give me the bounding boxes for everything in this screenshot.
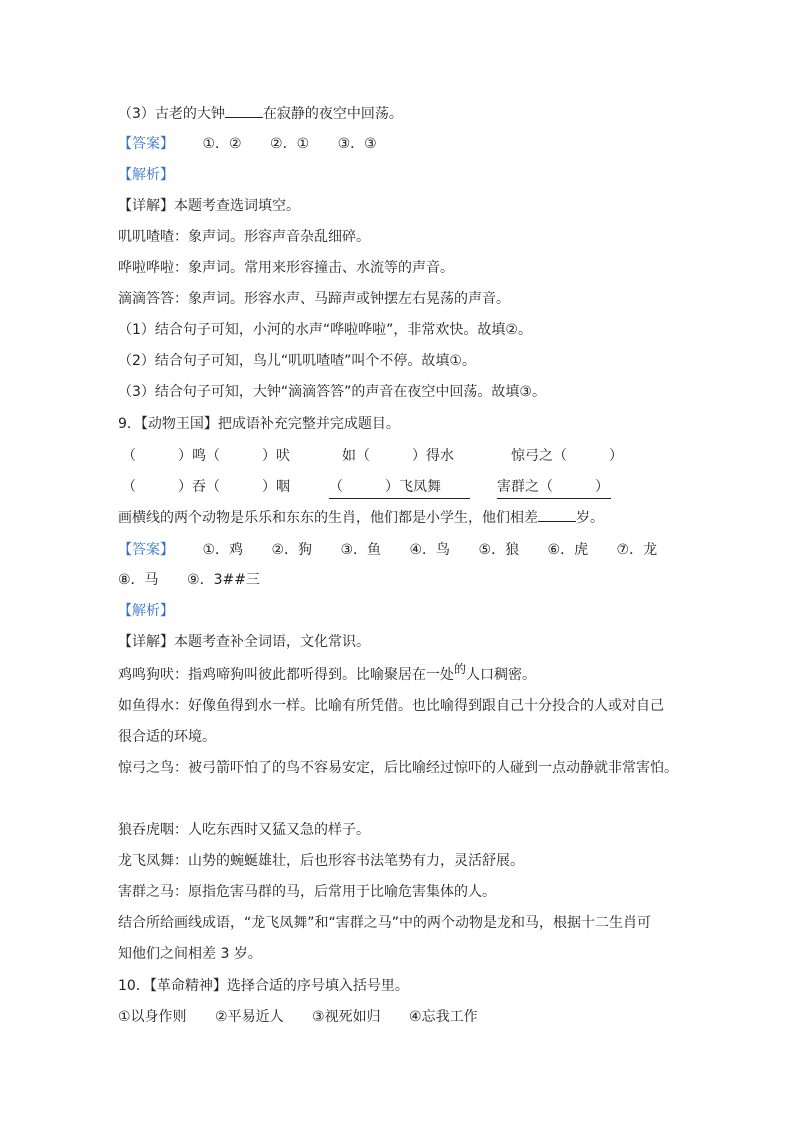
sentence-explanation: （3）结合句子可知，大钟“滴滴答答”的声音在夜空中回荡。故填③。: [118, 384, 546, 400]
answer-item: ⑤．狼: [478, 542, 520, 558]
answer-item: ③．③: [337, 136, 377, 152]
detail-heading: 【详解】本题考查选词填空。: [118, 198, 300, 214]
q9-answer: [118, 540, 657, 560]
idiom-explanation: 惊弓之鸟：被弓箭吓怕了的鸟不容易安定，后比喻经过惊吓的人碰到一点动静就非常害怕。: [118, 760, 678, 776]
answer-item: ②．狗: [271, 542, 313, 558]
q9-title: 9．【动物王国】把成语补充完整并完成题目。: [118, 416, 400, 432]
word-explanation: 叽叽喳喳：象声词。形容声音杂乱细碎。: [118, 229, 370, 245]
idiom-blank: 如（ ）得水: [342, 448, 454, 464]
sentence-explanation: （1）结合句子可知，小河的水声“哗啦哗啦”，非常欢快。故填②。: [118, 322, 532, 338]
answer-item: ③．鱼: [340, 542, 382, 558]
detail-heading: 【详解】本题考查补全词语，文化常识。: [118, 634, 370, 650]
answer-label: 【答案】: [118, 136, 174, 152]
idiom-explanation: 如鱼得水：好像鱼得到水一样。比喻有所凭借。也比喻得到跟自己十分投合的人或对自己: [118, 698, 664, 714]
answer-item: ②．①: [270, 136, 310, 152]
idiom-blank-underlined: 害群之（ ）: [497, 477, 611, 499]
idiom-blank: （ ）鸣（ ）吠: [122, 448, 290, 464]
option-item: ②平易近人: [215, 1009, 284, 1025]
idiom-blank: 惊弓之（ ）: [511, 448, 623, 464]
idiom-explanation: 害群之马：原指危害马群的马，后常用于比喻危害集体的人。: [118, 884, 496, 900]
q8-sentence-3: （3）古老的大钟 在寂静的夜空中回荡。: [118, 106, 403, 122]
q8-answer: [118, 134, 377, 154]
answer-item: ①．鸡: [202, 542, 244, 558]
answer-item: ⑧．马: [118, 572, 159, 588]
idiom-explanation: 狼吞虎咽：人吃东西时又猛又急的样子。: [118, 822, 370, 838]
q9-question: 画横线的两个动物是乐乐和东东的生肖，他们都是小学生，他们相差 岁。: [118, 510, 604, 526]
word-explanation: 哗啦哗啦：象声词。常用来形容撞击、水流等的声音。: [118, 260, 454, 276]
answer-item: ④．鸟: [409, 542, 451, 558]
answer-item: ⑥．虎: [547, 542, 589, 558]
idiom-explanation: 鸡鸣狗吠：指鸡啼狗叫彼此都听得到。比喻聚居在一处的人口稠密。: [118, 662, 537, 683]
option-item: ①以身作则: [118, 1009, 187, 1025]
idiom-explanation-continued: 很合适的环境。: [118, 729, 216, 745]
q10-options: [118, 1007, 478, 1027]
fill-blank: [225, 104, 263, 118]
answer-item: ⑦．龙: [616, 542, 658, 558]
q10-title: 10．【革命精神】选择合适的序号填入括号里。: [118, 978, 409, 994]
q9-answer-continued: [118, 570, 260, 590]
word-explanation: 滴滴答答：象声词。形容水声、马蹄声或钟摆左右晃荡的声音。: [118, 291, 510, 307]
answer-item: ⑨．3##三: [187, 572, 260, 588]
analysis-label: 【解析】: [118, 603, 174, 619]
answer-label: 【答案】: [118, 542, 174, 558]
conclusion: 结合所给画线成语，“龙飞凤舞”和“害群之马”中的两个动物是龙和马，根据十二生肖可: [118, 915, 652, 931]
answer-item: ①．②: [202, 136, 242, 152]
idiom-explanation: 龙飞凤舞：山势的蜿蜒雄壮，后也形容书法笔势有力，灵活舒展。: [118, 853, 524, 869]
option-item: ③视死如归: [312, 1009, 381, 1025]
idiom-blank: （ ）吞（ ）咽: [122, 479, 290, 495]
sentence-explanation: （2）结合句子可知，鸟儿“叽叽喳喳”叫个不停。故填①。: [118, 353, 476, 369]
conclusion-continued: 知他们之间相差 3 岁。: [118, 946, 262, 962]
option-item: ④忘我工作: [409, 1009, 478, 1025]
idiom-blank-underlined: （ ）飞凤舞: [329, 477, 470, 499]
fill-blank: [538, 508, 576, 522]
analysis-label: 【解析】: [118, 167, 174, 183]
